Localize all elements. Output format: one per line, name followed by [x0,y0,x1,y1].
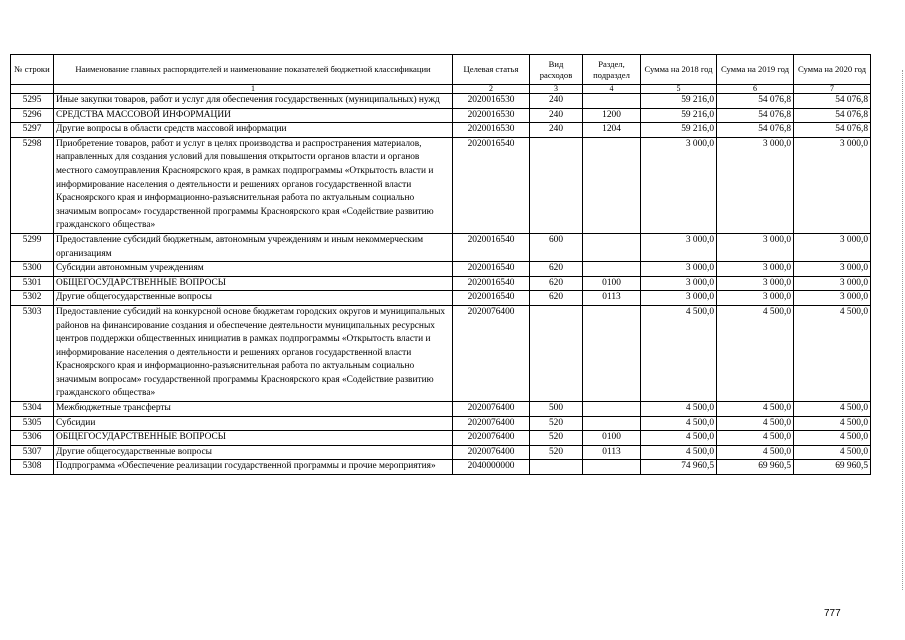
cell-section: 0100 [583,431,641,446]
cell-target-article: 2020076400 [453,445,530,460]
cell-section [583,305,641,401]
cell-sum-2019: 54 076,8 [717,94,794,109]
column-index-row [11,85,871,94]
cell-sum-2020: 3 000,0 [794,262,871,277]
column-index: 1 [54,85,453,94]
cell-section: 0113 [583,445,641,460]
table-row[interactable] [11,233,871,261]
cell-section: 1204 [583,123,641,138]
cell-name: Другие общегосударственные вопросы [54,291,453,306]
cell-sum-2018: 4 500,0 [641,416,717,431]
cell-sum-2020: 4 500,0 [794,305,871,401]
cell-name: ОБЩЕГОСУДАРСТВЕННЫЕ ВОПРОСЫ [54,276,453,291]
cell-expense-type: 620 [530,276,583,291]
cell-sum-2019: 4 500,0 [717,305,794,401]
page-number: 777 [824,608,841,619]
cell-name: Приобретение товаров, работ и услуг в целях производства и распространения материалов, направленных для создания условий для повышения открытости органов власти и органов местного самоуправления Красноярского края, в рамках подпрограммы «Открытость власти и информирование населения о деятельности и решениях органов государственной власти Красноярского края и информационно-разъяснительная работа по актуальным социально значимым вопросам» государственной программы Красноярского края «Содействие развитию гражданского общества» [54,137,453,233]
cell-sum-2020: 54 076,8 [794,123,871,138]
cell-expense-type [530,460,583,475]
cell-section [583,262,641,277]
cell-sum-2020: 4 500,0 [794,416,871,431]
header-section: Раздел, подраздел [583,55,641,85]
cell-sum-2019: 54 076,8 [717,108,794,123]
cell-name: Субсидии автономным учреждениям [54,262,453,277]
header-sum-2019: Сумма на 2019 год [717,55,794,85]
header-sum-2018: Сумма на 2018 год [641,55,717,85]
cell-target-article: 2020076400 [453,305,530,401]
cell-expense-type: 520 [530,416,583,431]
cell-target-article: 2020076400 [453,431,530,446]
column-index [11,85,54,94]
cell-expense-type: 240 [530,108,583,123]
table-row[interactable] [11,262,871,277]
cell-target-article: 2020016540 [453,137,530,233]
cell-expense-type: 240 [530,123,583,138]
cell-sum-2020: 4 500,0 [794,402,871,417]
cell-row-number: 5298 [11,137,54,233]
column-index: 6 [717,85,794,94]
cell-section: 0100 [583,276,641,291]
table-row[interactable] [11,431,871,446]
table-row[interactable] [11,276,871,291]
cell-row-number: 5297 [11,123,54,138]
cell-section [583,233,641,261]
cell-sum-2019: 69 960,5 [717,460,794,475]
column-index: 2 [453,85,530,94]
cell-sum-2018: 3 000,0 [641,276,717,291]
table-row[interactable] [11,123,871,138]
cell-row-number: 5296 [11,108,54,123]
cell-sum-2019: 4 500,0 [717,416,794,431]
cell-sum-2018: 3 000,0 [641,291,717,306]
cell-sum-2019: 3 000,0 [717,262,794,277]
cell-row-number: 5308 [11,460,54,475]
table-row[interactable] [11,402,871,417]
cell-target-article: 2020016530 [453,108,530,123]
cell-sum-2018: 59 216,0 [641,108,717,123]
cell-row-number: 5305 [11,416,54,431]
cell-sum-2020: 3 000,0 [794,233,871,261]
cell-sum-2020: 3 000,0 [794,137,871,233]
cell-target-article: 2020016540 [453,291,530,306]
cell-section [583,94,641,109]
cell-sum-2020: 4 500,0 [794,445,871,460]
cell-row-number: 5295 [11,94,54,109]
cell-section [583,402,641,417]
cell-sum-2018: 4 500,0 [641,431,717,446]
cell-expense-type [530,305,583,401]
table-row[interactable] [11,108,871,123]
cell-row-number: 5302 [11,291,54,306]
header-target-article: Целевая статья [453,55,530,85]
cell-sum-2018: 59 216,0 [641,123,717,138]
cell-name: Другие вопросы в области средств массовой информации [54,123,453,138]
cell-name: СРЕДСТВА МАССОВОЙ ИНФОРМАЦИИ [54,108,453,123]
table-body [11,94,871,475]
cell-sum-2019: 3 000,0 [717,233,794,261]
cell-target-article: 2020076400 [453,402,530,417]
table-header-row [11,55,871,85]
cell-name: ОБЩЕГОСУДАРСТВЕННЫЕ ВОПРОСЫ [54,431,453,446]
cell-target-article: 2020016540 [453,233,530,261]
table-row[interactable] [11,416,871,431]
cell-expense-type: 520 [530,445,583,460]
cell-row-number: 5307 [11,445,54,460]
cell-name: Предоставление субсидий на конкурсной основе бюджетам городских округов и муниципальных районов на финансирование создания и обеспечение деятельности муниципальных ресурсных центров поддержки общественных инициатив в рамках подпрограммы «Открытость власти и информирование населения о деятельности и решениях органов государственной власти Красноярского края и информационно-разъяснительная работа по актуальным социально значимым вопросам» государственной программы Красноярского края «Содействие развитию гражданского общества» [54,305,453,401]
cell-sum-2018: 3 000,0 [641,262,717,277]
cell-sum-2020: 54 076,8 [794,94,871,109]
table-row[interactable] [11,460,871,475]
cell-name: Другие общегосударственные вопросы [54,445,453,460]
cell-expense-type: 520 [530,431,583,446]
cell-section [583,416,641,431]
cell-expense-type: 600 [530,233,583,261]
column-index: 7 [794,85,871,94]
cell-row-number: 5300 [11,262,54,277]
cell-expense-type: 240 [530,94,583,109]
scan-edge-line [901,70,903,590]
cell-sum-2019: 4 500,0 [717,431,794,446]
cell-name: Межбюджетные трансферты [54,402,453,417]
cell-expense-type [530,137,583,233]
cell-sum-2019: 3 000,0 [717,276,794,291]
cell-section: 1200 [583,108,641,123]
column-index: 4 [583,85,641,94]
cell-expense-type: 500 [530,402,583,417]
table-row[interactable] [11,137,871,233]
cell-name: Предоставление субсидий бюджетным, автономным учреждениям и иным некоммерческим организациям [54,233,453,261]
header-expense-type: Вид расходов [530,55,583,85]
cell-sum-2018: 59 216,0 [641,94,717,109]
cell-sum-2020: 3 000,0 [794,291,871,306]
cell-sum-2019: 3 000,0 [717,291,794,306]
cell-target-article: 2020016540 [453,262,530,277]
column-index: 3 [530,85,583,94]
cell-target-article: 2020016530 [453,94,530,109]
table-row[interactable] [11,94,871,109]
cell-sum-2018: 4 500,0 [641,305,717,401]
cell-row-number: 5304 [11,402,54,417]
cell-sum-2019: 54 076,8 [717,123,794,138]
cell-section [583,460,641,475]
cell-row-number: 5303 [11,305,54,401]
header-name: Наименование главных распорядителей и наименование показателей бюджетной классификации [54,55,453,85]
cell-name: Подпрограмма «Обеспечение реализации государственной программы и прочие мероприятия» [54,460,453,475]
cell-target-article: 2040000000 [453,460,530,475]
cell-sum-2018: 3 000,0 [641,233,717,261]
cell-sum-2019: 4 500,0 [717,445,794,460]
cell-sum-2019: 4 500,0 [717,402,794,417]
cell-target-article: 2020016540 [453,276,530,291]
cell-name: Иные закупки товаров, работ и услуг для обеспечения государственных (муниципальных) нужд [54,94,453,109]
table-row[interactable] [11,445,871,460]
table-row[interactable] [11,305,871,401]
cell-sum-2020: 54 076,8 [794,108,871,123]
cell-sum-2018: 4 500,0 [641,402,717,417]
cell-sum-2018: 3 000,0 [641,137,717,233]
cell-sum-2020: 69 960,5 [794,460,871,475]
cell-target-article: 2020076400 [453,416,530,431]
column-index: 5 [641,85,717,94]
cell-sum-2018: 4 500,0 [641,445,717,460]
cell-section: 0113 [583,291,641,306]
cell-sum-2018: 74 960,5 [641,460,717,475]
cell-sum-2019: 3 000,0 [717,137,794,233]
cell-name: Субсидии [54,416,453,431]
header-sum-2020: Сумма на 2020 год [794,55,871,85]
cell-expense-type: 620 [530,262,583,277]
cell-row-number: 5301 [11,276,54,291]
cell-section [583,137,641,233]
cell-expense-type: 620 [530,291,583,306]
cell-sum-2020: 4 500,0 [794,431,871,446]
header-row-number: № строки [11,55,54,85]
budget-table [10,54,871,475]
cell-target-article: 2020016530 [453,123,530,138]
cell-row-number: 5306 [11,431,54,446]
cell-sum-2020: 3 000,0 [794,276,871,291]
cell-row-number: 5299 [11,233,54,261]
table-row[interactable] [11,291,871,306]
